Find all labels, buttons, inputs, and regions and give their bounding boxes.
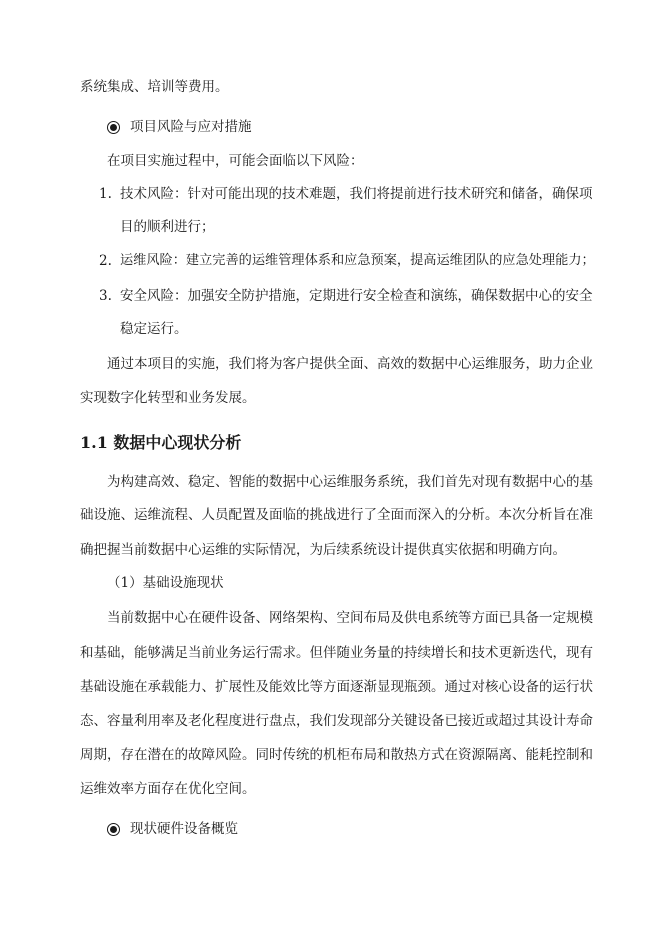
risk-item-3-number: 3. bbox=[99, 288, 112, 304]
filled-circle-bullet-icon bbox=[107, 823, 120, 836]
section-intro-line-1: 为构建高效、稳定、智能的数据中心运维服务系统，我们首先对现有数据中心的基 bbox=[107, 474, 593, 490]
section-heading-1-1: 1.1 数据中心现状分析 bbox=[80, 433, 242, 452]
risk-lead: 在项目实施过程中，可能会面临以下风险： bbox=[107, 153, 364, 169]
body-line-5: 周期，存在潜在的故障风险。同时传统的机柜布局和散热方式在资源隔离、能耗控制和 bbox=[80, 747, 593, 763]
body-line-4: 态、容量利用率及老化程度进行盘点，我们发现部分关键设备已接近或超过其设计寿命 bbox=[80, 713, 593, 729]
sub-heading-infrastructure: （1）基础设施现状 bbox=[107, 575, 224, 591]
risk-item-3-line-1: 安全风险：加强安全防护措施，定期进行安全检查和演练，确保数据中心的安全 bbox=[120, 288, 593, 304]
hardware-bullet-title: 现状硬件设备概览 bbox=[130, 821, 238, 837]
section-intro-line-3: 确把握当前数据中心运维的实际情况，为后续系统设计提供真实依据和明确方向。 bbox=[80, 542, 566, 558]
risk-bullet bbox=[107, 117, 252, 137]
risk-item-3-line-2: 稳定运行。 bbox=[120, 321, 188, 337]
intro-tail-line: 系统集成、培训等费用。 bbox=[80, 79, 229, 95]
filled-circle-bullet-icon bbox=[107, 121, 120, 134]
body-line-2: 和基础，能够满足当前业务运行需求。但伴随业务量的持续增长和技术更新迭代，现有 bbox=[80, 645, 593, 661]
body-line-6: 运维效率方面存在优化空间。 bbox=[80, 781, 256, 797]
body-line-3: 基础设施在承载能力、扩展性及能效比等方面逐渐显现瓶颈。通过对核心设备的运行状 bbox=[80, 679, 593, 695]
body-line-1: 当前数据中心在硬件设备、网络架构、空间布局及供电系统等方面已具备一定规模 bbox=[107, 610, 593, 626]
section-intro-line-2: 础设施、运维流程、人员配置及面临的挑战进行了全面而深入的分析。本次分析旨在准 bbox=[80, 507, 593, 523]
closing-line-1: 通过本项目的实施，我们将为客户提供全面、高效的数据中心运维服务，助力企业 bbox=[107, 356, 593, 372]
risk-item-2-number: 2. bbox=[99, 253, 112, 269]
closing-line-2: 实现数字化转型和业务发展。 bbox=[80, 390, 256, 406]
risk-item-1-number: 1. bbox=[99, 186, 112, 202]
hardware-bullet bbox=[107, 819, 238, 839]
risk-item-1-line-1: 技术风险：针对可能出现的技术难题，我们将提前进行技术研究和储备，确保项 bbox=[120, 186, 593, 202]
risk-item-1-line-2: 目的顺利进行； bbox=[120, 219, 215, 235]
risk-bullet-title: 项目风险与应对措施 bbox=[130, 119, 252, 135]
risk-item-2-line-1: 运维风险：建立完善的运维管理体系和应急预案，提高运维团队的应急处理能力； bbox=[120, 253, 595, 268]
